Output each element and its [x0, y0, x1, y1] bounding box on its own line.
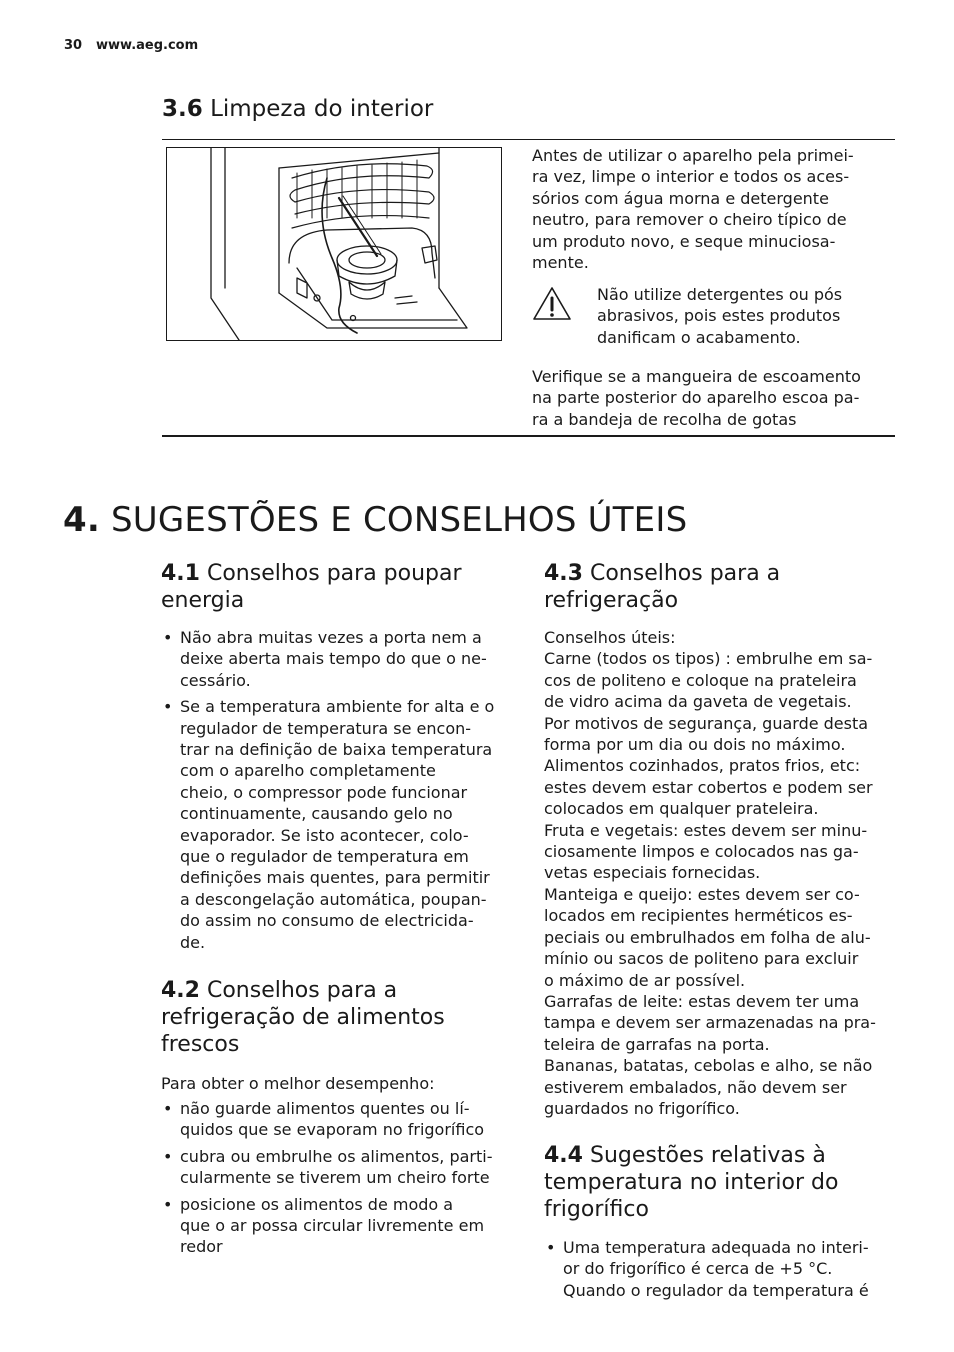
list-item: • cubra ou embrulhe os alimentos, parti- cularmente se tiverem um cheiro forte — [161, 1146, 512, 1189]
table-top-rule — [162, 139, 895, 140]
section-title: Conselhos para poupar energia — [161, 561, 462, 613]
refrigeration-tips-body: Conselhos úteis: Carne (todos os tipos) : embrulhe em sa- cos de politeno e coloque na prateleira de vidro acima da gaveta de vegetais. Por motivos de segurança, guarde desta forma por um dia ou dois no máximo. Alimentos cozinhados, pratos frios, etc: estes devem estar cobertos e podem ser colocados em qualquer prateleira. Fruta e vegetais: estes devem ser minu- ciosamente limpos e colocados nas ga- vetas especiais fornecidas. Manteiga e queijo: estes devem ser co- locados em recipientes herméticos es- peciais ou embrulhados em folha de alu- mínio ou sacos de politeno para excluir o máximo de ar possível. Garrafas de leite: estas devem ter uma tampa e devem ser armazenadas na pra- teleira de garrafas na porta. Bananas, batatas, cebolas e alho, se não estiverem embalados, não devem ser guardados no frigorífico. — [544, 628, 876, 1118]
chapter-number: 4. — [63, 500, 100, 540]
section-number: 4.3 — [544, 561, 583, 586]
header-url: www.aeg.com — [96, 38, 199, 53]
list-item: • Se a temperatura ambiente for alta e o regulador de temperatura se encon- trar na definição de baixa temperatura com o aparelho completamente cheio, o compressor pode funcionar continuamente, causando gelo no evaporador. Se isto acontecer, colo- que o regulador de temperatura em definições mais quentes, para permitir a descongelação automática, poupan- do assim no consumo de electricida- de. — [161, 696, 512, 953]
section-4-3-heading — [544, 560, 884, 614]
drain-hose-note: Verifique se a mangueira de escoamento na parte posterior do aparelho escoa pa- ra a bandeja de recolha de gotas — [532, 367, 861, 429]
list-item: • Uma temperatura adequada no interi- or do frigorífico é cerca de +5 °C. Quando o regulador da temperatura é — [544, 1237, 895, 1301]
section-4-2-heading — [161, 977, 511, 1058]
section-number: 4.4 — [544, 1143, 583, 1168]
fresh-food-tips-list — [161, 1098, 512, 1263]
section-4-4-heading — [544, 1142, 894, 1223]
page-number: 30 — [64, 38, 83, 53]
list-item: • não guarde alimentos quentes ou lí- quidos que se evaporam no frigorífico — [161, 1098, 512, 1141]
section-title: Limpeza do interior — [210, 96, 434, 122]
section-title: Conselhos para a refrigeração — [544, 561, 781, 613]
section-number: 4.2 — [161, 978, 200, 1003]
section-3-6-heading — [162, 96, 433, 122]
cleaning-instructions: Antes de utilizar o aparelho pela primei- ra vez, limpe o interior e todos os aces- sórios com água morna e detergente neutro, para remover o cheiro típico de um produto novo, e seque minuciosa- mente. — [532, 146, 854, 273]
section-number: 3.6 — [162, 96, 203, 122]
temperature-tips-list — [544, 1237, 895, 1306]
section-4-2-intro: Para obter o melhor desempenho: — [161, 1074, 435, 1093]
list-item: • posicione os alimentos de modo a que o ar possa circular livremente em redor — [161, 1194, 512, 1258]
section-title: Sugestões relativas à temperatura no interior do frigorífico — [544, 1143, 839, 1222]
warning-triangle-icon — [531, 285, 573, 323]
section-number: 4.1 — [161, 561, 200, 586]
chapter-heading — [63, 500, 687, 540]
warning-text: Não utilize detergentes ou pós abrasivos, pois estes produtos danificam o acabamento. — [597, 285, 843, 347]
section-4-1-heading — [161, 560, 501, 614]
fridge-interior-drain-illustration — [166, 147, 502, 341]
section-title: Conselhos para a refrigeração de alimentos frescos — [161, 978, 445, 1057]
energy-tips-list — [161, 627, 512, 958]
list-item: • Não abra muitas vezes a porta nem a deixe aberta mais tempo do que o ne- cessário. — [161, 627, 512, 691]
chapter-title: SUGESTÕES E CONSELHOS ÚTEIS — [111, 500, 688, 540]
table-bottom-rule — [162, 435, 895, 437]
